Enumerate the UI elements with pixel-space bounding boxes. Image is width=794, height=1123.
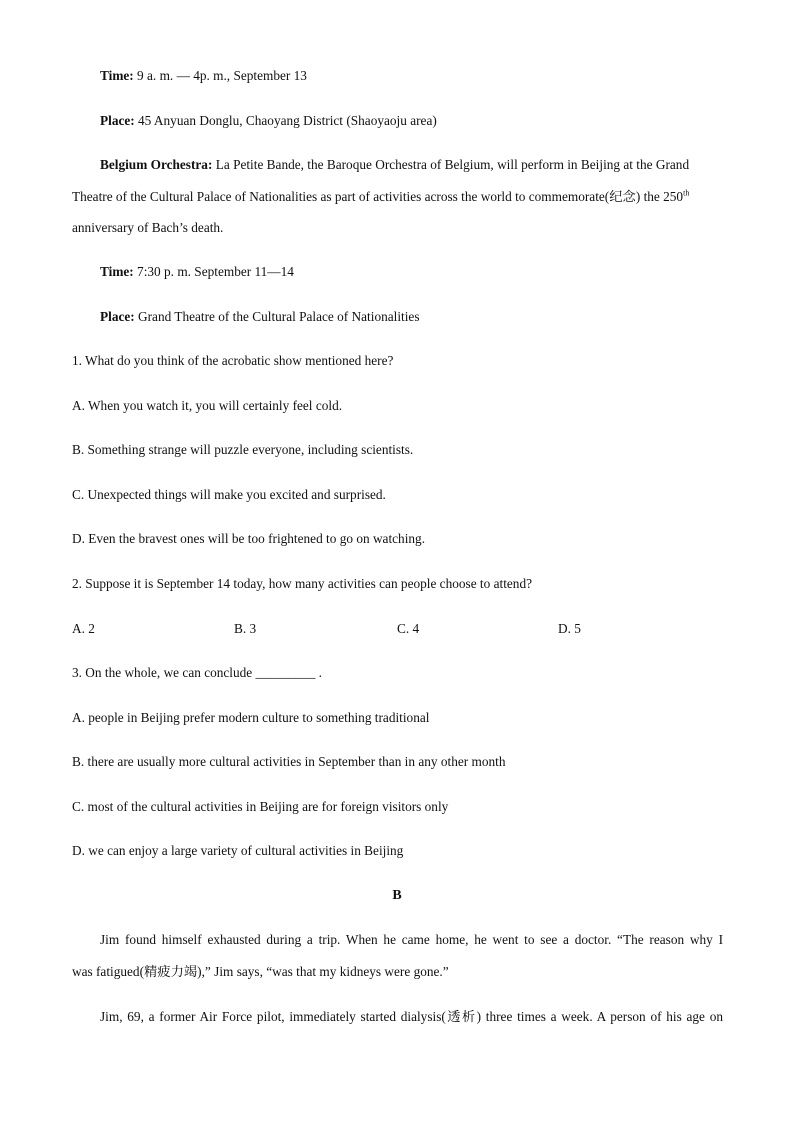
place-label: Place: xyxy=(100,113,135,128)
question-2-option-d: D. 5 xyxy=(558,621,581,636)
question-2-option-b: B. 3 xyxy=(234,621,257,636)
question-3-option-d: D. we can enjoy a large variety of cultural activities in Beijing xyxy=(72,843,404,858)
question-3-stem: 3. On the whole, we can conclude _________ . xyxy=(72,665,322,680)
time-line-1 xyxy=(100,67,307,85)
time-line-2 xyxy=(100,263,294,281)
belgium-text-3: anniversary of Bach’s death. xyxy=(72,220,224,235)
section-b-paragraph-1-line-1: Jim found himself exhausted during a trip. When he came home, he went to see a doctor. “The reason why I xyxy=(100,932,723,947)
belgium-line-1 xyxy=(100,156,723,174)
section-b-paragraph-1-line-2: was fatigued(精疲力竭),” Jim says, “was that my kidneys were gone.” xyxy=(72,964,449,979)
place-value-2: Grand Theatre of the Cultural Palace of Nationalities xyxy=(134,309,420,324)
section-b-heading: B xyxy=(392,888,402,903)
place-label-2: Place: xyxy=(100,309,135,324)
question-2-option-c: C. 4 xyxy=(397,621,420,636)
time-label-2: Time: xyxy=(100,264,134,279)
belgium-label: Belgium Orchestra: xyxy=(100,157,213,172)
question-3-option-c: C. most of the cultural activities in Beijing are for foreign visitors only xyxy=(72,799,449,814)
question-2-stem: 2. Suppose it is September 14 today, how many activities can people choose to attend? xyxy=(72,576,532,591)
question-3-option-b: B. there are usually more cultural activities in September than in any other month xyxy=(72,754,506,769)
question-2-option-a: A. 2 xyxy=(72,621,95,636)
question-1-option-d: D. Even the bravest ones will be too frightened to go on watching. xyxy=(72,531,426,546)
belgium-text-1: La Petite Bande, the Baroque Orchestra of Belgium, will perform in Beijing at the Grand xyxy=(212,157,690,172)
question-1-option-c: C. Unexpected things will make you excited and surprised. xyxy=(72,487,386,502)
belgium-line-2 xyxy=(72,188,689,206)
belgium-line-3 xyxy=(72,219,223,237)
question-1-option-b: B. Something strange will puzzle everyone, including scientists. xyxy=(72,442,414,457)
section-b-paragraph-2-line-1: Jim, 69, a former Air Force pilot, immediately started dialysis(透析) three times a week. A person of his age on xyxy=(100,1009,723,1024)
place-value: 45 Anyuan Donglu, Chaoyang District (Shaoyaoju area) xyxy=(134,113,437,128)
belgium-text-2: Theatre of the Cultural Palace of Nationalities as part of activities across the world to commemorate(纪念) the 250 xyxy=(72,189,684,204)
ordinal-suffix: th xyxy=(683,188,690,198)
time-label: Time: xyxy=(100,68,134,83)
question-1-stem: 1. What do you think of the acrobatic show mentioned here? xyxy=(72,353,394,368)
time-value-2: 7:30 p. m. September 11—14 xyxy=(133,264,294,279)
question-3-option-a: A. people in Beijing prefer modern culture to something traditional xyxy=(72,710,430,725)
time-value: 9 a. m. — 4p. m., September 13 xyxy=(133,68,307,83)
place-line-2 xyxy=(100,308,420,326)
place-line-1 xyxy=(100,112,437,130)
question-1-option-a: A. When you watch it, you will certainly feel cold. xyxy=(72,398,343,413)
